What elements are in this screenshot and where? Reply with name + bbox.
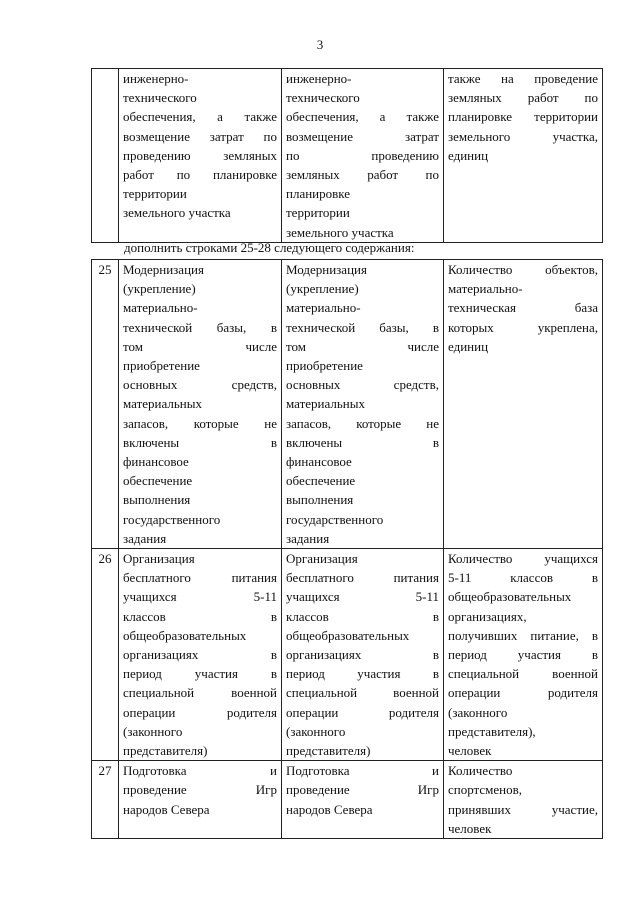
cell-text-line: спортсменов, bbox=[448, 782, 523, 798]
content-cell bbox=[282, 549, 444, 761]
amendment-note: дополнить строками 25-28 следующего содержания: bbox=[124, 240, 415, 255]
cell-text-line: Модернизация bbox=[123, 262, 204, 277]
cell-text-line: Количество bbox=[448, 763, 513, 779]
cell-text-line: инженерно- bbox=[286, 71, 352, 86]
cell-text-line: запасов, которые не bbox=[286, 415, 439, 431]
content-cell bbox=[282, 260, 444, 549]
cell-text-line: основных средств, bbox=[286, 377, 439, 393]
cell-text-line: территории bbox=[286, 205, 350, 221]
cell-text-line: работ по планировке bbox=[123, 167, 277, 183]
cell-text-line: материальных bbox=[286, 396, 365, 412]
cell-text-line: проведение Игр bbox=[286, 782, 439, 798]
name-cell bbox=[119, 260, 282, 549]
cell-text-line: период участия в bbox=[123, 666, 277, 682]
cell-text-line: (укрепление) bbox=[286, 281, 359, 297]
table-row bbox=[92, 69, 603, 243]
cell-text-line: включены в bbox=[286, 434, 439, 450]
cell-text-line: (законного bbox=[286, 723, 346, 739]
cell-text-line: государственного bbox=[123, 511, 221, 527]
cell-text-line: земельного участка bbox=[286, 224, 394, 240]
cell-text-line: финансовое bbox=[123, 454, 189, 470]
cell-text-line: инженерно- bbox=[123, 71, 189, 86]
cell-text-line: народов Севера bbox=[123, 801, 210, 817]
cell-text-line: народов Севера bbox=[286, 801, 373, 817]
cell-text-line: период участия в bbox=[448, 647, 598, 663]
indicator-cell bbox=[444, 761, 603, 839]
cell-text-line: организациях, bbox=[448, 608, 527, 624]
cell-text-line: организациях в bbox=[286, 647, 439, 663]
cell-text-line: общеобразовательных bbox=[448, 589, 572, 605]
cell-text-line: период участия в bbox=[286, 666, 439, 682]
cell-text-line: проведению земляных bbox=[123, 147, 277, 163]
cell-text-line: задания bbox=[286, 530, 330, 546]
name-cell bbox=[119, 69, 282, 243]
cell-text-line: материально- bbox=[448, 281, 523, 297]
cell-text-line: Количество объектов, bbox=[448, 262, 598, 277]
cell-text-line: государственного bbox=[286, 511, 384, 527]
cell-text-line: принявших участие, bbox=[448, 801, 598, 817]
cell-text-line: классов в bbox=[286, 608, 439, 624]
indicator-cell bbox=[444, 549, 603, 761]
cell-text-line: общеобразовательных bbox=[286, 627, 410, 643]
cell-text-line: планировке bbox=[286, 186, 351, 202]
table-new-rows bbox=[91, 259, 603, 839]
cell-text-line: обеспечение bbox=[123, 473, 193, 489]
cell-text-line: представителя), bbox=[448, 723, 536, 739]
cell-text-line: также на проведение bbox=[448, 71, 598, 86]
cell-text-line: общеобразовательных bbox=[123, 627, 247, 643]
cell-text-line: Подготовка и bbox=[123, 763, 277, 779]
cell-text-line: получивших питание, в bbox=[448, 627, 598, 643]
content-cell bbox=[282, 69, 444, 243]
cell-text-line: единиц bbox=[448, 147, 489, 163]
cell-text-line: учащихся 5-11 bbox=[286, 589, 439, 605]
name-cell bbox=[119, 549, 282, 761]
cell-text-line: материальных bbox=[123, 396, 202, 412]
cell-text-line: человек bbox=[448, 820, 492, 836]
table-row bbox=[92, 260, 603, 549]
cell-text-line: (укрепление) bbox=[123, 281, 196, 297]
cell-text-line: учащихся 5-11 bbox=[123, 589, 277, 605]
indicator-cell bbox=[444, 260, 603, 549]
cell-text-line: технической базы, в bbox=[123, 319, 277, 335]
cell-text-line: представителя) bbox=[286, 743, 371, 759]
cell-text-line: бесплатного питания bbox=[286, 570, 439, 586]
cell-text-line: операции родителя bbox=[123, 704, 277, 720]
cell-text-line: специальной военной bbox=[123, 685, 277, 701]
content-cell bbox=[282, 761, 444, 839]
cell-text-line: Модернизация bbox=[286, 262, 367, 277]
row-number-cell: 25 bbox=[92, 260, 119, 549]
cell-text-line: финансовое bbox=[286, 454, 352, 470]
cell-text-line: территории bbox=[123, 186, 187, 202]
cell-text-line: специальной военной bbox=[286, 685, 439, 701]
row-number-cell: 27 bbox=[92, 761, 119, 839]
cell-text-line: специальной военной bbox=[448, 666, 598, 682]
cell-text-line: классов в bbox=[123, 608, 277, 624]
cell-text-line: выполнения bbox=[123, 492, 191, 508]
cell-text-line: выполнения bbox=[286, 492, 354, 508]
table-continued bbox=[91, 68, 603, 243]
cell-text-line: (законного bbox=[123, 723, 183, 739]
row-number-cell bbox=[92, 69, 119, 243]
cell-text-line: единиц bbox=[448, 338, 489, 354]
cell-text-line: том числе bbox=[123, 338, 277, 354]
cell-text-line: возмещение затрат bbox=[286, 128, 439, 144]
cell-text-line: технической базы, в bbox=[286, 319, 439, 335]
cell-text-line: обеспечения, а также bbox=[123, 109, 277, 125]
cell-text-line: человек bbox=[448, 743, 492, 759]
cell-text-line: технического bbox=[286, 90, 360, 106]
cell-text-line: материально- bbox=[286, 300, 361, 316]
cell-text-line: проведение Игр bbox=[123, 782, 277, 798]
indicator-cell bbox=[444, 69, 603, 243]
cell-text-line: запасов, которые не bbox=[123, 415, 277, 431]
cell-text-line: обеспечение bbox=[286, 473, 356, 489]
cell-text-line: операции родителя bbox=[448, 685, 598, 701]
cell-text-line: технического bbox=[123, 90, 197, 106]
cell-text-line: бесплатного питания bbox=[123, 570, 277, 586]
cell-text-line: обеспечения, а также bbox=[286, 109, 439, 125]
cell-text-line: земляных работ по bbox=[286, 167, 439, 183]
cell-text-line: 5-11 классов в bbox=[448, 570, 598, 586]
cell-text-line: которых укреплена, bbox=[448, 319, 598, 335]
cell-text-line: по проведению bbox=[286, 147, 439, 163]
name-cell bbox=[119, 761, 282, 839]
cell-text-line: Организация bbox=[123, 551, 195, 567]
cell-text-line: Организация bbox=[286, 551, 358, 567]
cell-text-line: земляных работ по bbox=[448, 90, 598, 106]
table-row bbox=[92, 549, 603, 761]
cell-text-line: техническая база bbox=[448, 300, 598, 316]
cell-text-line: представителя) bbox=[123, 743, 208, 759]
cell-text-line: возмещение затрат по bbox=[123, 128, 277, 144]
cell-text-line: операции родителя bbox=[286, 704, 439, 720]
cell-text-line: включены в bbox=[123, 434, 277, 450]
cell-text-line: том числе bbox=[286, 338, 439, 354]
cell-text-line: организациях в bbox=[123, 647, 277, 663]
table-row bbox=[92, 761, 603, 839]
cell-text-line: материально- bbox=[123, 300, 198, 316]
cell-text-line: земельного участка, bbox=[448, 128, 598, 144]
cell-text-line: приобретение bbox=[286, 358, 363, 374]
cell-text-line: земельного участка bbox=[123, 205, 231, 221]
cell-text-line: приобретение bbox=[123, 358, 200, 374]
cell-text-line: основных средств, bbox=[123, 377, 277, 393]
cell-text-line: (законного bbox=[448, 704, 508, 720]
cell-text-line: Количество учащихся bbox=[448, 551, 598, 567]
cell-text-line: задания bbox=[123, 530, 167, 546]
cell-text-line: Подготовка и bbox=[286, 763, 439, 779]
cell-text-line: планировке территории bbox=[448, 109, 598, 125]
row-number-cell: 26 bbox=[92, 549, 119, 761]
page-number: 3 bbox=[316, 37, 324, 52]
